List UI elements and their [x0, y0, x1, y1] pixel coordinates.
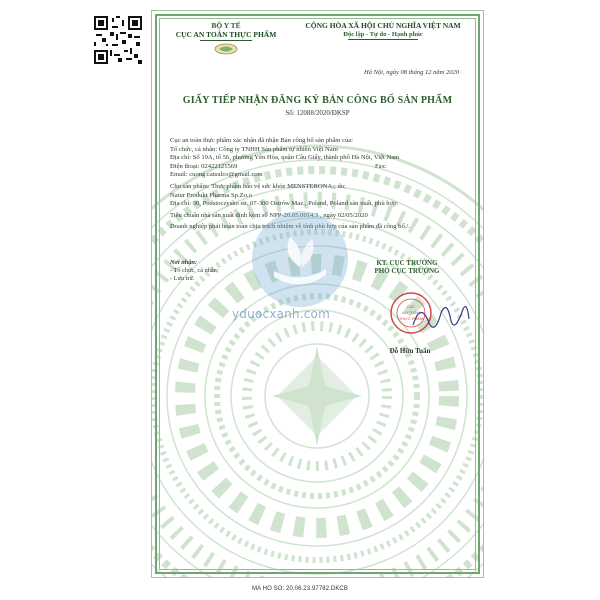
- certificate-page: [151, 10, 484, 578]
- ministry-name: BỘ Y TẾ: [211, 21, 241, 30]
- watermark-text: yduocxanh.com: [232, 307, 330, 321]
- body-line: Địa chỉ: 30, Podstoczysko str. 07-300 Ostrów Maz., Poland, Poland sản xuất, phù hợp:: [170, 200, 399, 208]
- body-line: Cho sản phẩm: Thực phẩm bảo vệ sức khỏe MENSTERONA;; do:: [170, 182, 346, 190]
- handwritten-signature: [407, 295, 477, 339]
- body-line: Tổ chức, cá nhân: Công ty TNHH Sản phẩm tự nhiên Việt Nam: [170, 145, 338, 153]
- dossier-code: MA HO SO: 20.06.23.97782.DKCB: [252, 586, 348, 592]
- republic-block: [293, 21, 473, 40]
- recipients-heading: Nơi nhận:: [170, 259, 198, 266]
- issue-date: Hà Nội, ngày 08 tháng 12 năm 2020: [364, 69, 459, 76]
- recipient-item: - Lưu trữ.: [170, 274, 195, 282]
- signer-title: KT. CỤC TRƯỞNG: [376, 259, 438, 267]
- motto: Độc lập - Tự do - Hạnh phúc: [343, 31, 423, 38]
- body-line: Địa chỉ: Số 19A, tổ 56, phường Yên Hòa, quận Cầu Giấy, thành phố Hà Nội, Việt Nam: [170, 154, 400, 162]
- recipients-block: [170, 259, 219, 282]
- watermark-logo: [252, 211, 348, 307]
- body-line: Tiêu chuẩn nhà sản xuất đính kèm số NPP-20.05.0014.3 , ngày 02/05/2020: [170, 211, 368, 219]
- body-line: Cục an toàn thực phẩm xác nhận đã nhận Bản công bố sản phẩm của:: [170, 137, 354, 144]
- stamp-line: AN TOÀN: [402, 310, 420, 315]
- signer-subtitle: PHÓ CỤC TRƯỞNG: [374, 267, 440, 275]
- leaf-hand-icon: [252, 211, 348, 307]
- underline: [200, 40, 252, 41]
- document-number: Số: 12088/2020/ĐKSP: [285, 109, 350, 117]
- recipient-item: - Tổ chức, cá nhân;: [170, 266, 219, 274]
- signature-block: [348, 259, 466, 275]
- body-line: Email: cuong.catsulco@gmail.com: [170, 171, 263, 179]
- department-name: CỤC AN TOÀN THỰC PHẨM: [175, 30, 277, 39]
- document-header: [162, 19, 473, 79]
- stamp-line: THỰC PHẨM: [398, 316, 424, 321]
- republic-name: CỘNG HÒA XÃ HỘI CHỦ NGHĨA VIỆT NAM: [305, 21, 461, 30]
- document-title: GIẤY TIẾP NHẬN ĐĂNG KÝ BẢN CÔNG BỐ SẢN PHẨM: [182, 95, 453, 106]
- underline: [348, 39, 418, 40]
- stamp-line: CỤC: [406, 304, 416, 309]
- qr-code: [94, 16, 142, 64]
- body-line: Doanh nghiệp phải hoàn toàn chịu trách nhiệm về tính phù hợp của sản phẩm đã công bố./.: [170, 223, 410, 231]
- phone-line: Điện thoại: 02422121569: [170, 162, 238, 170]
- body-line: [170, 163, 469, 172]
- body-line: Natur Produkt Pharma Sp.Zo.o: [170, 191, 252, 199]
- vfa-logo-icon: [214, 43, 238, 55]
- signer-name: Đỗ Hữu Tuấn: [389, 347, 431, 355]
- issuer-block: [166, 21, 286, 60]
- fax-label: Fax:: [375, 162, 387, 170]
